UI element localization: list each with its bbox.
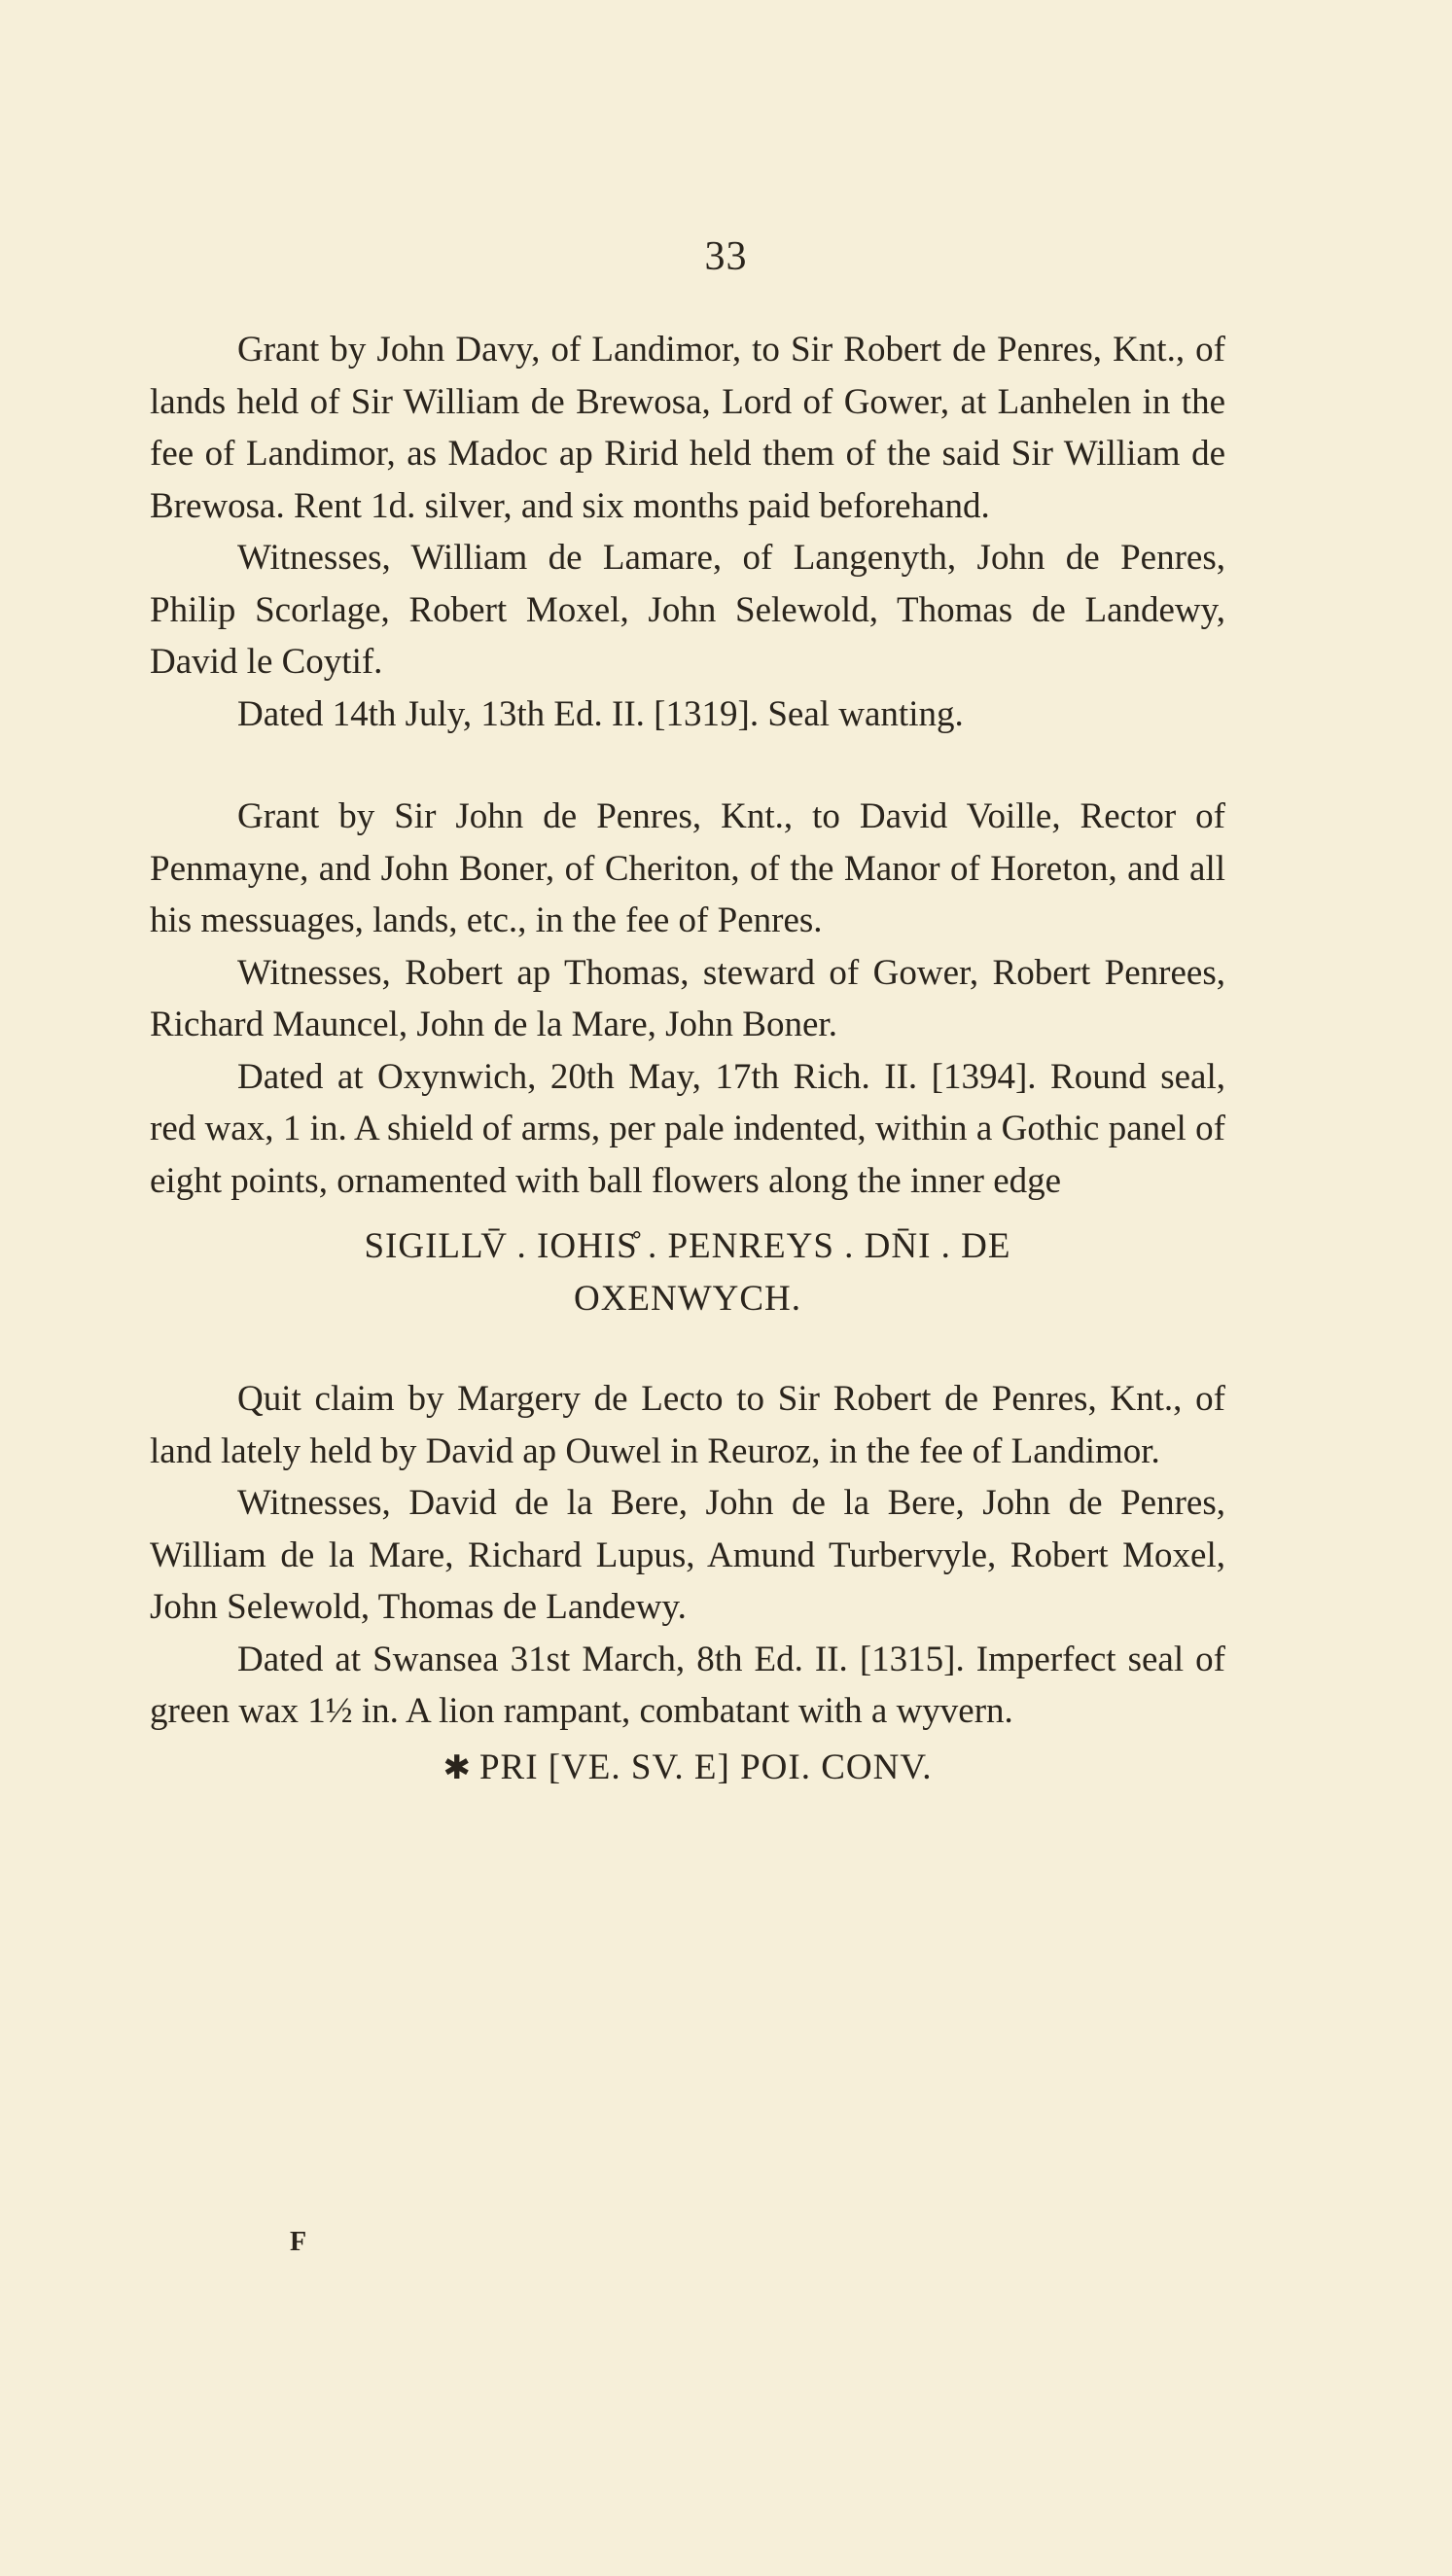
entry-3-dated: Dated at Swansea 31st March, 8th Ed. II. [1315]. Imperfect seal of green wax 1½ in. A lion rampant, combatant with a wyvern. <box>150 1639 1225 1731</box>
entry-2-seal-inscription-line2: OXENWYCH. <box>573 1278 802 1319</box>
entry-2-seal-inscription-line1: SIGILLV̄ . IOHIS̊ . PENREYS . DN̄I . DE <box>364 1226 1011 1266</box>
entry-3-seal-inscription-text: PRI [VE. SV. E] POI. CONV. <box>478 1747 933 1787</box>
entry-1-dated: Dated 14th July, 13th Ed. II. [1319]. Seal wanting. <box>237 693 964 734</box>
entry-divider <box>150 740 1225 791</box>
entry-2-grant: Grant by Sir John de Penres, Knt., to David Voille, Rector of Penmayne, and John Boner, of Cheriton, of the Manor of Horeton, and all his messuages, lands, etc., in the fee of Penres. <box>150 796 1225 940</box>
entry-3-grant: Quit claim by Margery de Lecto to Sir Robert de Penres, Knt., of land lately held by David ap Ouwel in Reuroz, in the fee of Landimor. <box>150 1379 1225 1471</box>
entry-3-witnesses: Witnesses, David de la Bere, John de la Bere, John de Penres, William de la Mare, Richard Lupus, Amund Turbervyle, Robert Moxel, John Selewold, Thomas de Landewy. <box>150 1483 1225 1627</box>
page-body <box>150 324 1225 1794</box>
entry-3-seal-inscription <box>150 1742 1225 1795</box>
entry-2-dated: Dated at Oxynwich, 20th May, 17th Rich. II. [1394]. Round seal, red wax, 1 in. A shield of arms, per pale indented, within a Gothic panel of eight points, ornamented with ball flowers along the inner edge <box>150 1056 1225 1201</box>
entry-divider <box>150 1354 1225 1373</box>
page-number: 33 <box>704 234 748 279</box>
asterisk-icon: ✱ <box>443 1749 472 1786</box>
signature-mark: F <box>290 2227 307 2257</box>
entry-2-witnesses: Witnesses, Robert ap Thomas, steward of Gower, Robert Penrees, Richard Mauncel, John de la Mare, John Boner. <box>150 952 1225 1044</box>
entry-1-grant: Grant by John Davy, of Landimor, to Sir Robert de Penres, Knt., of lands held of Sir William de Brewosa, Lord of Gower, at Lanhelen in the fee of Landimor, as Madoc ap Ririd held them of the said Sir William de Brewosa. Rent 1d. silver, and six months paid beforehand. <box>150 330 1225 526</box>
entry-1-witnesses: Witnesses, William de Lamare, of Langenyth, John de Penres, Philip Scorlage, Robert Moxel, John Selewold, Thomas de Landewy, David le Coytif. <box>150 538 1225 682</box>
